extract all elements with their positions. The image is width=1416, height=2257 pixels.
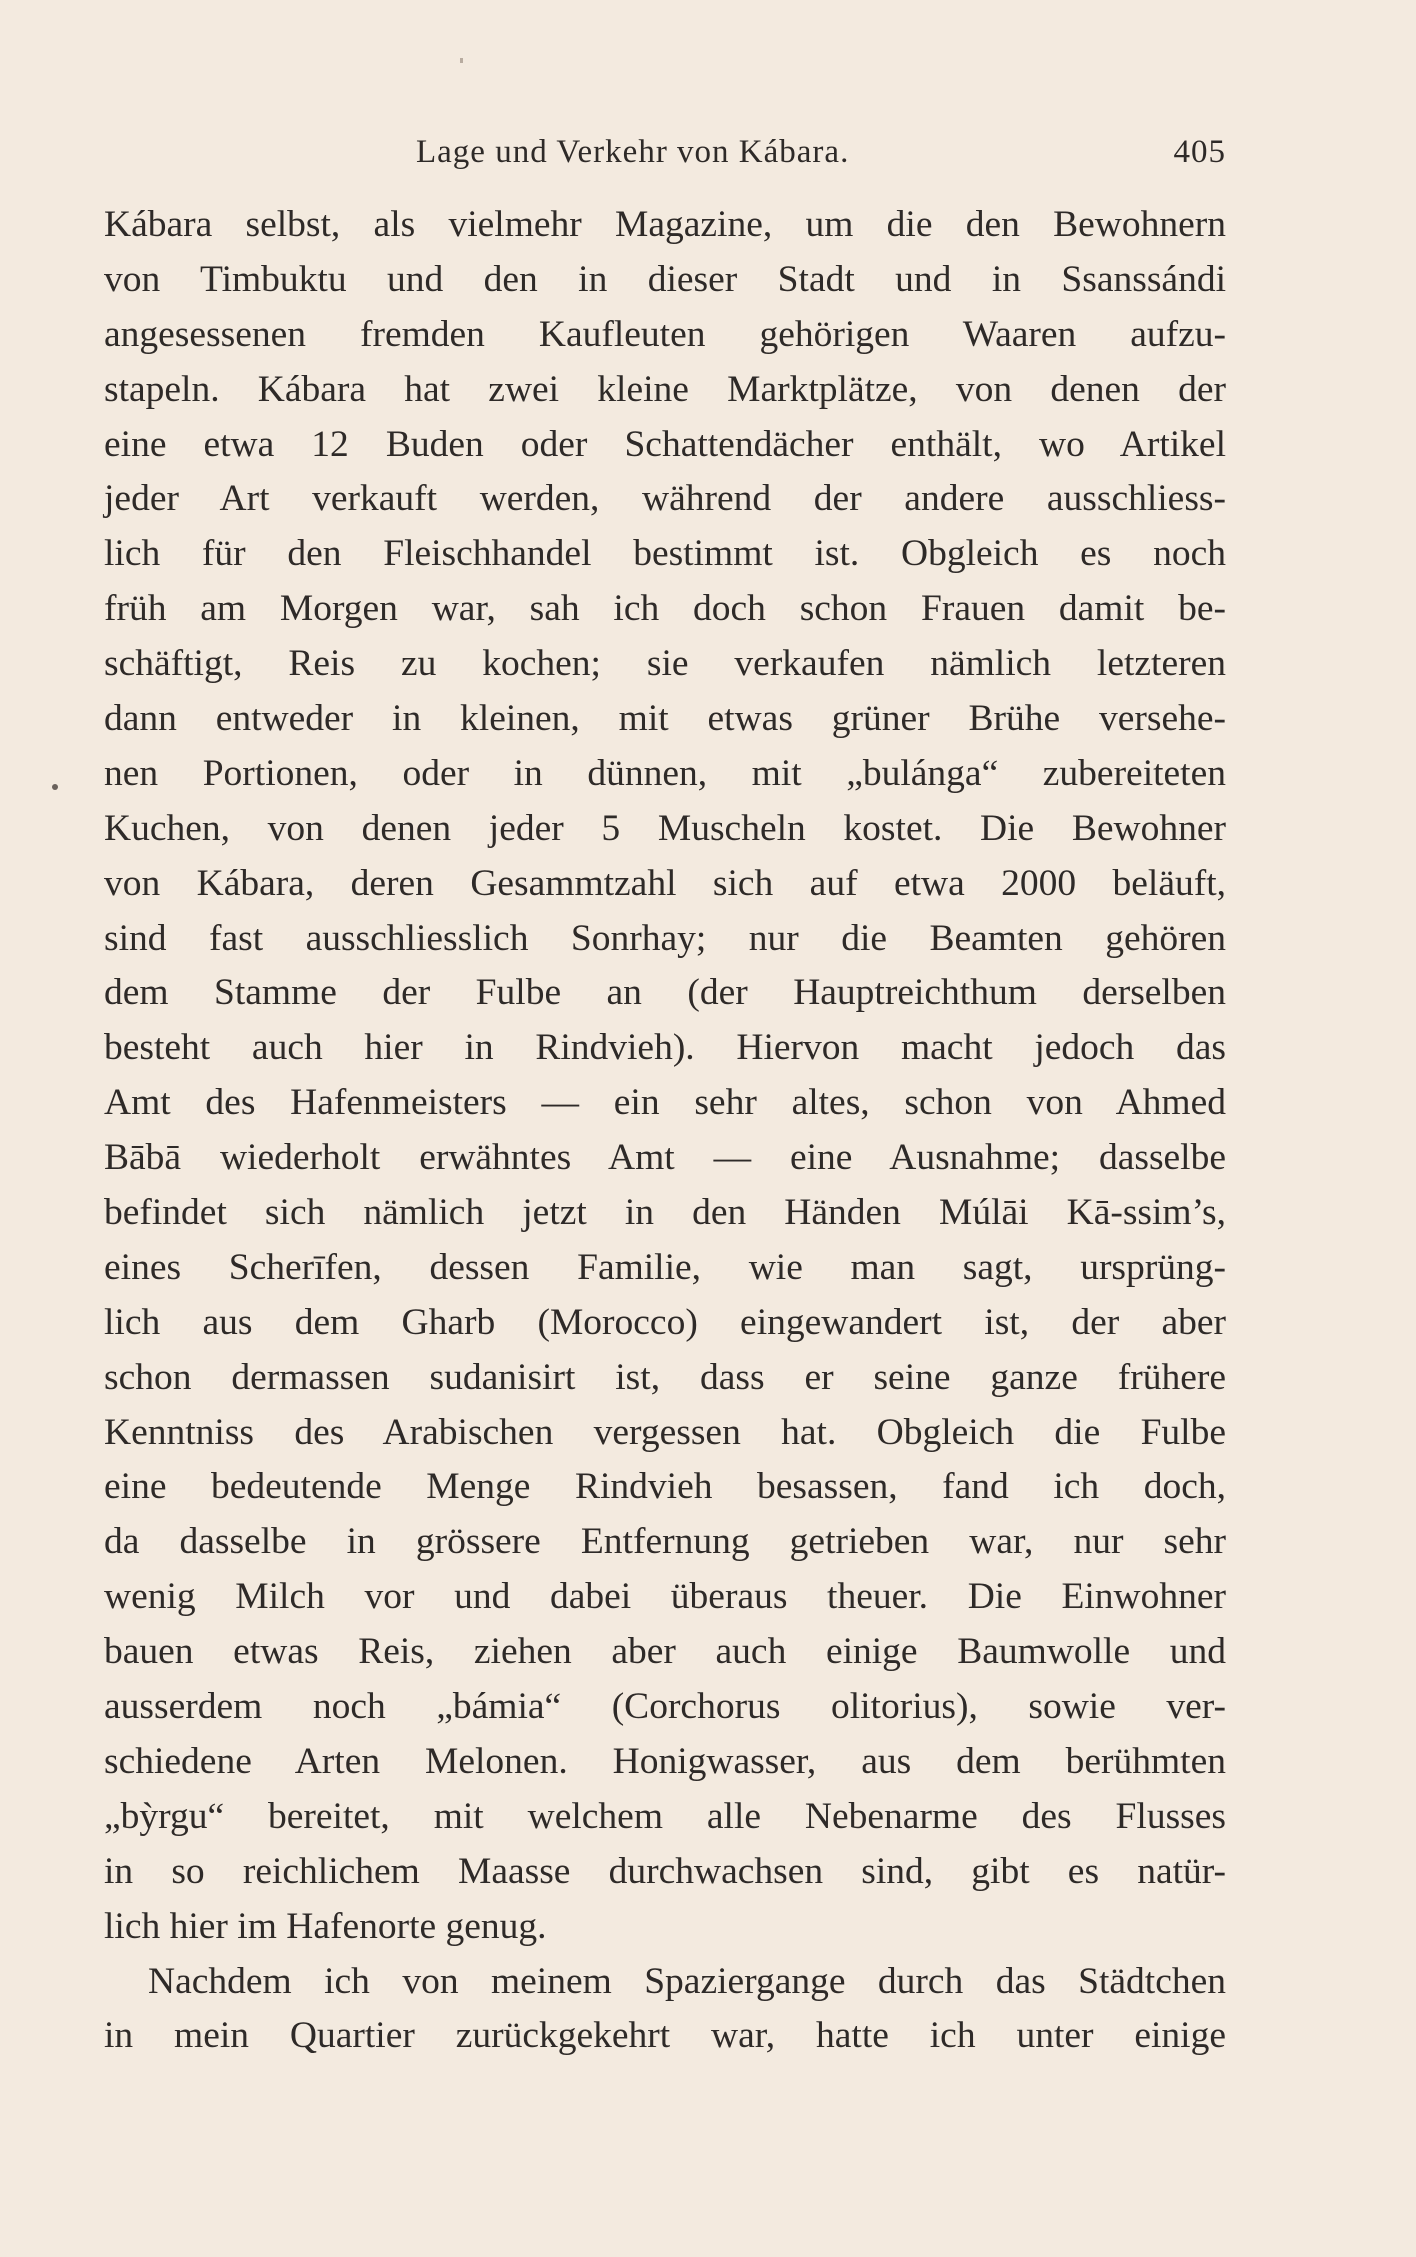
text-line: von Kábara, deren Gesammtzahl sich auf etwa 2000 beläuft,	[104, 862, 1226, 904]
text-line: wenig Milch vor und dabei überaus theuer. Die Einwohner	[104, 1576, 1226, 1618]
text-line: in mein Quartier zurückgekehrt war, hatte ich unter einige	[104, 2015, 1226, 2057]
text-line: eine bedeutende Menge Rindvieh besassen, fand ich doch,	[104, 1466, 1226, 1508]
text-line: Kábara selbst, als vielmehr Magazine, um die den Bewohnern	[104, 204, 1226, 245]
text-line: Amt des Hafenmeisters — ein sehr altes, schon von Ahmed	[104, 1082, 1226, 1124]
margin-dot	[52, 784, 58, 790]
running-title: Lage und Verkehr von Kábara.	[416, 134, 850, 170]
text-line: lich aus dem Gharb (Morocco) eingewandert ist, der aber	[104, 1301, 1226, 1343]
text-line: befindet sich nämlich jetzt in den Händen Múlāi Kā-ssim’s,	[104, 1192, 1226, 1234]
text-line: eine etwa 12 Buden oder Schattendächer enthält, wo Artikel	[104, 423, 1226, 465]
text-line: ausserdem noch „bámia“ (Corchorus olitorius), sowie ver-	[104, 1686, 1226, 1728]
text-line: „bỳrgu“ bereitet, mit welchem alle Nebenarme des Flusses	[104, 1795, 1226, 1837]
page-number: 405	[1173, 134, 1226, 170]
text-line: Kenntniss des Arabischen vergessen hat. Obgleich die Fulbe	[104, 1411, 1226, 1453]
text-line: da dasselbe in grössere Entfernung getrieben war, nur sehr	[104, 1521, 1226, 1563]
text-line: besteht auch hier in Rindvieh). Hiervon macht jedoch das	[104, 1027, 1226, 1069]
text-line: in so reichlichem Maasse durchwachsen sind, gibt es natür-	[104, 1850, 1226, 1892]
text-line: nen Portionen, oder in dünnen, mit „bulánga“ zubereiteten	[104, 752, 1226, 794]
text-line: lich für den Fleischhandel bestimmt ist. Obgleich es noch	[104, 533, 1226, 575]
paragraph-end-line: lich hier im Hafenorte genug.	[104, 1905, 547, 1947]
page-header	[104, 134, 1226, 178]
text-line: schon dermassen sudanisirt ist, dass er seine ganze frühere	[104, 1356, 1226, 1398]
text-line: Kuchen, von denen jeder 5 Muscheln kostet. Die Bewohner	[104, 807, 1226, 849]
body-text	[104, 198, 1226, 2064]
text-line: Bābā wiederholt erwähntes Amt — eine Ausnahme; dasselbe	[104, 1137, 1226, 1179]
text-line: von Timbuktu und den in dieser Stadt und in Ssanssándi	[104, 258, 1226, 300]
text-line: jeder Art verkauft werden, während der andere ausschliess-	[104, 478, 1226, 520]
text-line: angesessenen fremden Kaufleuten gehörigen Waaren aufzu-	[104, 313, 1226, 355]
text-line: früh am Morgen war, sah ich doch schon Frauen damit be-	[104, 588, 1226, 630]
text-line: dem Stamme der Fulbe an (der Hauptreichthum derselben	[104, 972, 1226, 1014]
text-line: sind fast ausschliesslich Sonrhay; nur die Beamten gehören	[104, 917, 1226, 959]
text-line: stapeln. Kábara hat zwei kleine Marktplätze, von denen der	[104, 368, 1226, 410]
print-speck	[460, 58, 463, 63]
text-line: eines Scherīfen, dessen Familie, wie man sagt, ursprüng-	[104, 1246, 1226, 1288]
paragraph-start-line: Nachdem ich von meinem Spaziergange durch das Städtchen	[148, 1960, 1226, 2002]
text-line: schiedene Arten Melonen. Honigwasser, aus dem berühmten	[104, 1740, 1226, 1782]
text-line: bauen etwas Reis, ziehen aber auch einige Baumwolle und	[104, 1631, 1226, 1673]
text-line: schäftigt, Reis zu kochen; sie verkaufen nämlich letzteren	[104, 643, 1226, 685]
text-line: dann entweder in kleinen, mit etwas grüner Brühe versehe-	[104, 698, 1226, 740]
